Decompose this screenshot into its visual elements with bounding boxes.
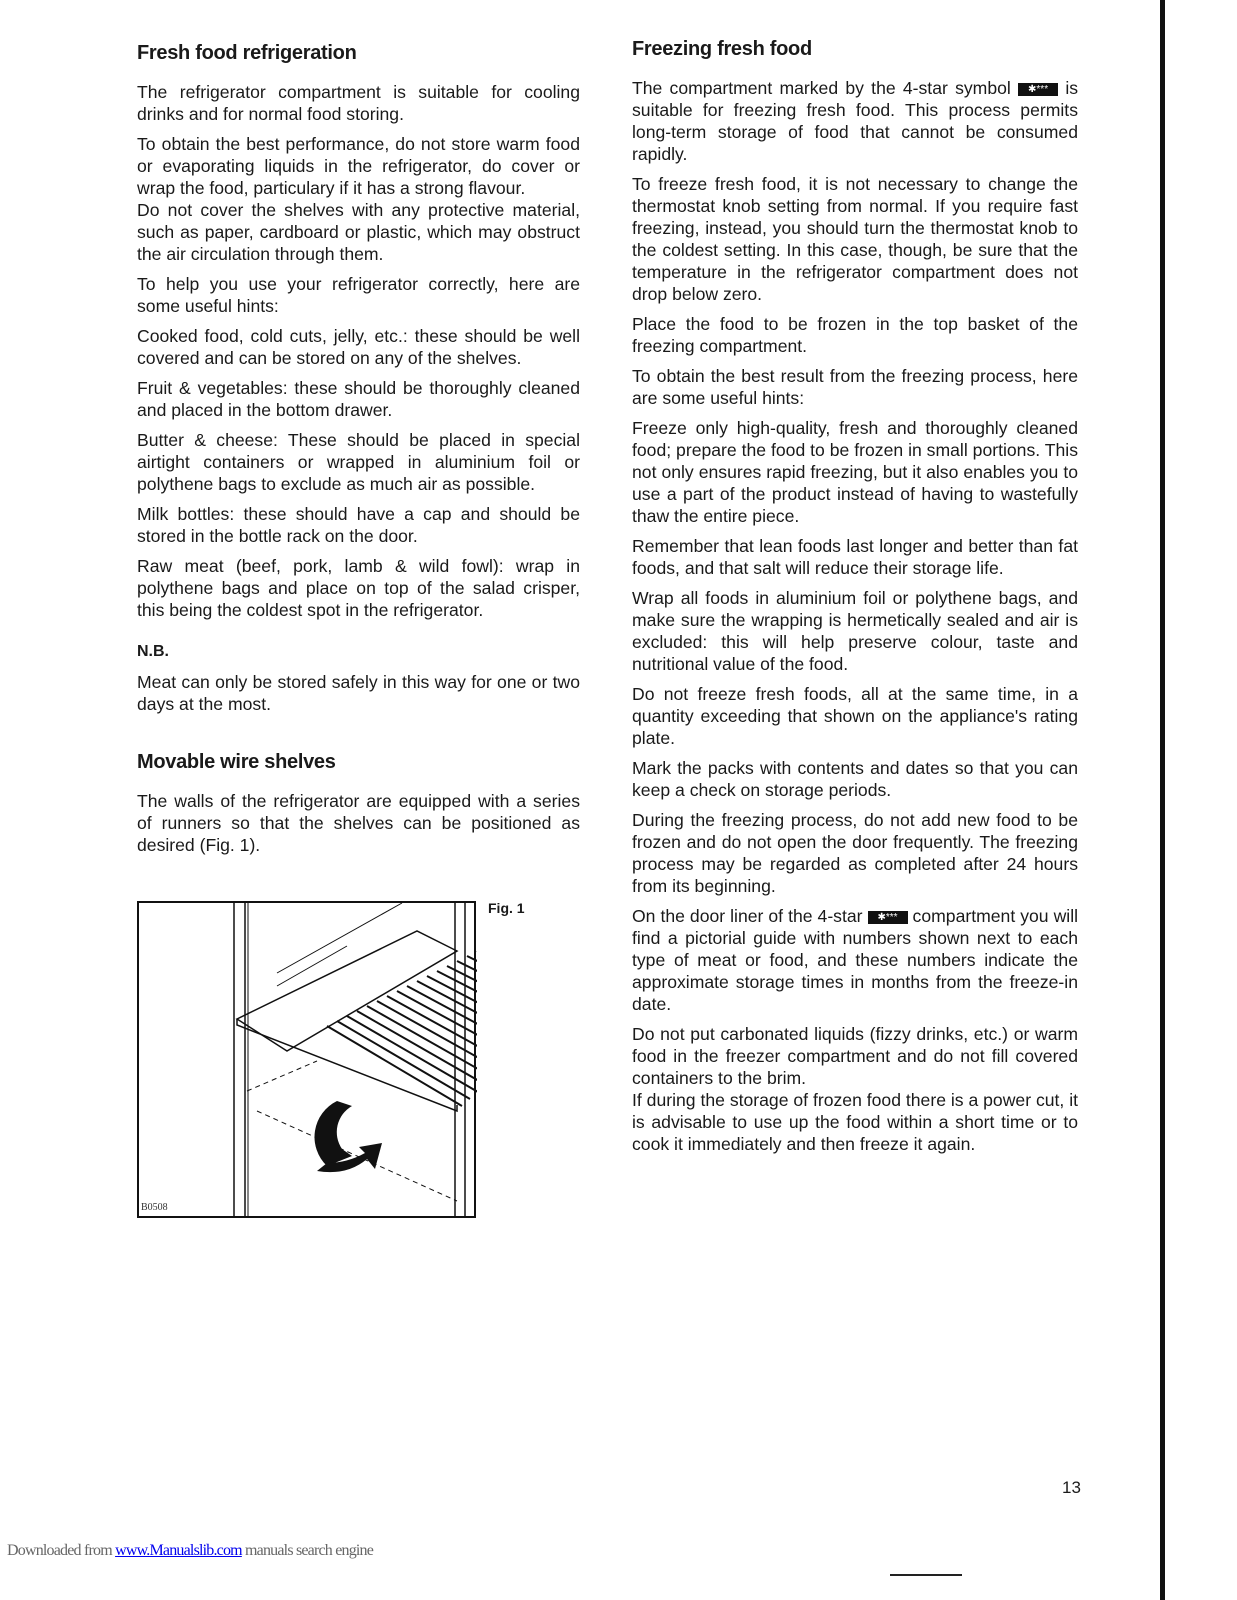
four-star-symbol-icon: ✱***: [1018, 83, 1058, 96]
paragraph: During the freezing process, do not add new food to be frozen and do not open the door frequently. The freezing process may be regarded as completed after 24 hours from its beginning.: [632, 810, 1078, 896]
shelf-slat: [427, 976, 477, 1036]
paragraph: To obtain the best performance, do not store warm food or evaporating liquids in the refrigerator, do cover or wrap the food, particulary if it has a strong flavour.: [137, 134, 580, 198]
paragraph: The walls of the refrigerator are equipped with a series of runners so that the shelves can be positioned as desired (Fig. 1).: [137, 791, 580, 855]
paragraph: [632, 905, 1078, 1015]
paragraph: Milk bottles: these should have a cap and should be stored in the bottle rack on the door.: [137, 504, 580, 546]
paragraph: To freeze fresh food, it is not necessary to change the thermostat knob setting from normal. If you require fast freezing, instead, you should turn the thermostat knob to the coldest setting. In this case, though, be sure that the temperature in the refrigerator compartment does not drop below zero.: [632, 174, 1078, 304]
paragraph: Cooked food, cold cuts, jelly, etc.: these should be well covered and can be stored on any of the shelves.: [137, 326, 580, 368]
paragraph: Remember that lean foods last longer and better than fat foods, and that salt will reduce their storage life.: [632, 536, 1078, 578]
paragraph: Fruit & vegetables: these should be thoroughly cleaned and placed in the bottom drawer.: [137, 378, 580, 420]
paragraph: If during the storage of frozen food there is a power cut, it is advisable to use up the food within a short time or to cook it immediately and then freeze it again.: [632, 1090, 1078, 1154]
footer-prefix: Downloaded from: [7, 1542, 116, 1559]
nb-paragraph: Meat can only be stored safely in this way for one or two days at the most.: [137, 672, 580, 714]
footer-suffix: manuals search engine: [241, 1542, 374, 1559]
paragraph: Place the food to be frozen in the top basket of the freezing compartment.: [632, 314, 1078, 356]
page-edge-bar: [1160, 0, 1165, 1600]
paragraph: Raw meat (beef, pork, lamb & wild fowl): wrap in polythene bags and place on top of the salad crisper, this being the coldest spot in the refrigerator.: [137, 556, 580, 620]
paragraph: Do not freeze fresh foods, all at the same time, in a quantity exceeding that shown on the appliance's rating plate.: [632, 684, 1078, 748]
paragraph: The refrigerator compartment is suitable for cooling drinks and for normal food storing.: [137, 82, 580, 124]
manualslib-link[interactable]: www.Manualslib.com: [115, 1542, 242, 1559]
paragraph: Mark the packs with contents and dates so that you can keep a check on storage periods.: [632, 758, 1078, 800]
shelf-slat: [367, 1006, 477, 1078]
download-footer: [7, 1542, 373, 1560]
shelf-slat: [337, 1021, 470, 1099]
paragraph-text: compartment you will find a pictorial guide with numbers shown next to each type of meat or food, and these numbers indicate the approximate storage times in months from the freeze-in date.: [632, 906, 1079, 1014]
paragraph: Do not cover the shelves with any protective material, such as paper, cardboard or plastic, which may obstruct the air circulation through them.: [137, 200, 580, 264]
paragraph: Butter & cheese: These should be placed in special airtight containers or wrapped in aluminium foil or polythene bags to exclude as much air as possible.: [137, 430, 580, 494]
paragraph-text: On the door liner of the 4-star: [632, 906, 863, 926]
nb-heading: N.B.: [137, 643, 169, 660]
paragraph: Do not put carbonated liquids (fizzy drinks, etc.) or warm food in the freezer compartment and do not fill covered containers to the brim.: [632, 1024, 1078, 1088]
heading-movable-shelves: Movable wire shelves: [137, 751, 336, 773]
figure-fridge-shelves: [137, 901, 477, 1219]
figure-label: Fig. 1: [488, 900, 525, 916]
right-column: [632, 38, 1078, 1163]
heading-freezing: Freezing fresh food: [632, 38, 812, 60]
divider: [890, 1574, 962, 1576]
paragraph: To help you use your refrigerator correctly, here are some useful hints:: [137, 274, 580, 316]
shelf-slat: [347, 1016, 477, 1092]
shelf-slat: [417, 981, 477, 1043]
paragraph: Wrap all foods in aluminium foil or polythene bags, and make sure the wrapping is hermetically sealed and air is excluded: this will help preserve colour, taste and nutritional value of the food.: [632, 588, 1078, 674]
paragraph-text: is suitable for freezing fresh food. This process permits long-term storage of food that cannot be consumed rapidly.: [632, 78, 1079, 164]
paragraph: [632, 77, 1078, 165]
heading-fresh-food: Fresh food refrigeration: [137, 42, 357, 64]
paragraph: Freeze only high-quality, fresh and thoroughly cleaned food; prepare the food to be frozen in small portions. This not only ensures rapid freezing, but it also enables you to use a part of the product instead of having to wastefully thaw the entire piece.: [632, 418, 1078, 526]
four-star-symbol-icon: ✱***: [868, 911, 908, 924]
page-number: 13: [1062, 1478, 1081, 1497]
paragraph-text: The compartment marked by the 4-star symbol: [632, 78, 1011, 98]
paragraph: To obtain the best result from the freezing process, here are some useful hints:: [632, 366, 1078, 408]
left-column: [137, 42, 580, 864]
figure-code: B0508: [141, 1202, 168, 1213]
